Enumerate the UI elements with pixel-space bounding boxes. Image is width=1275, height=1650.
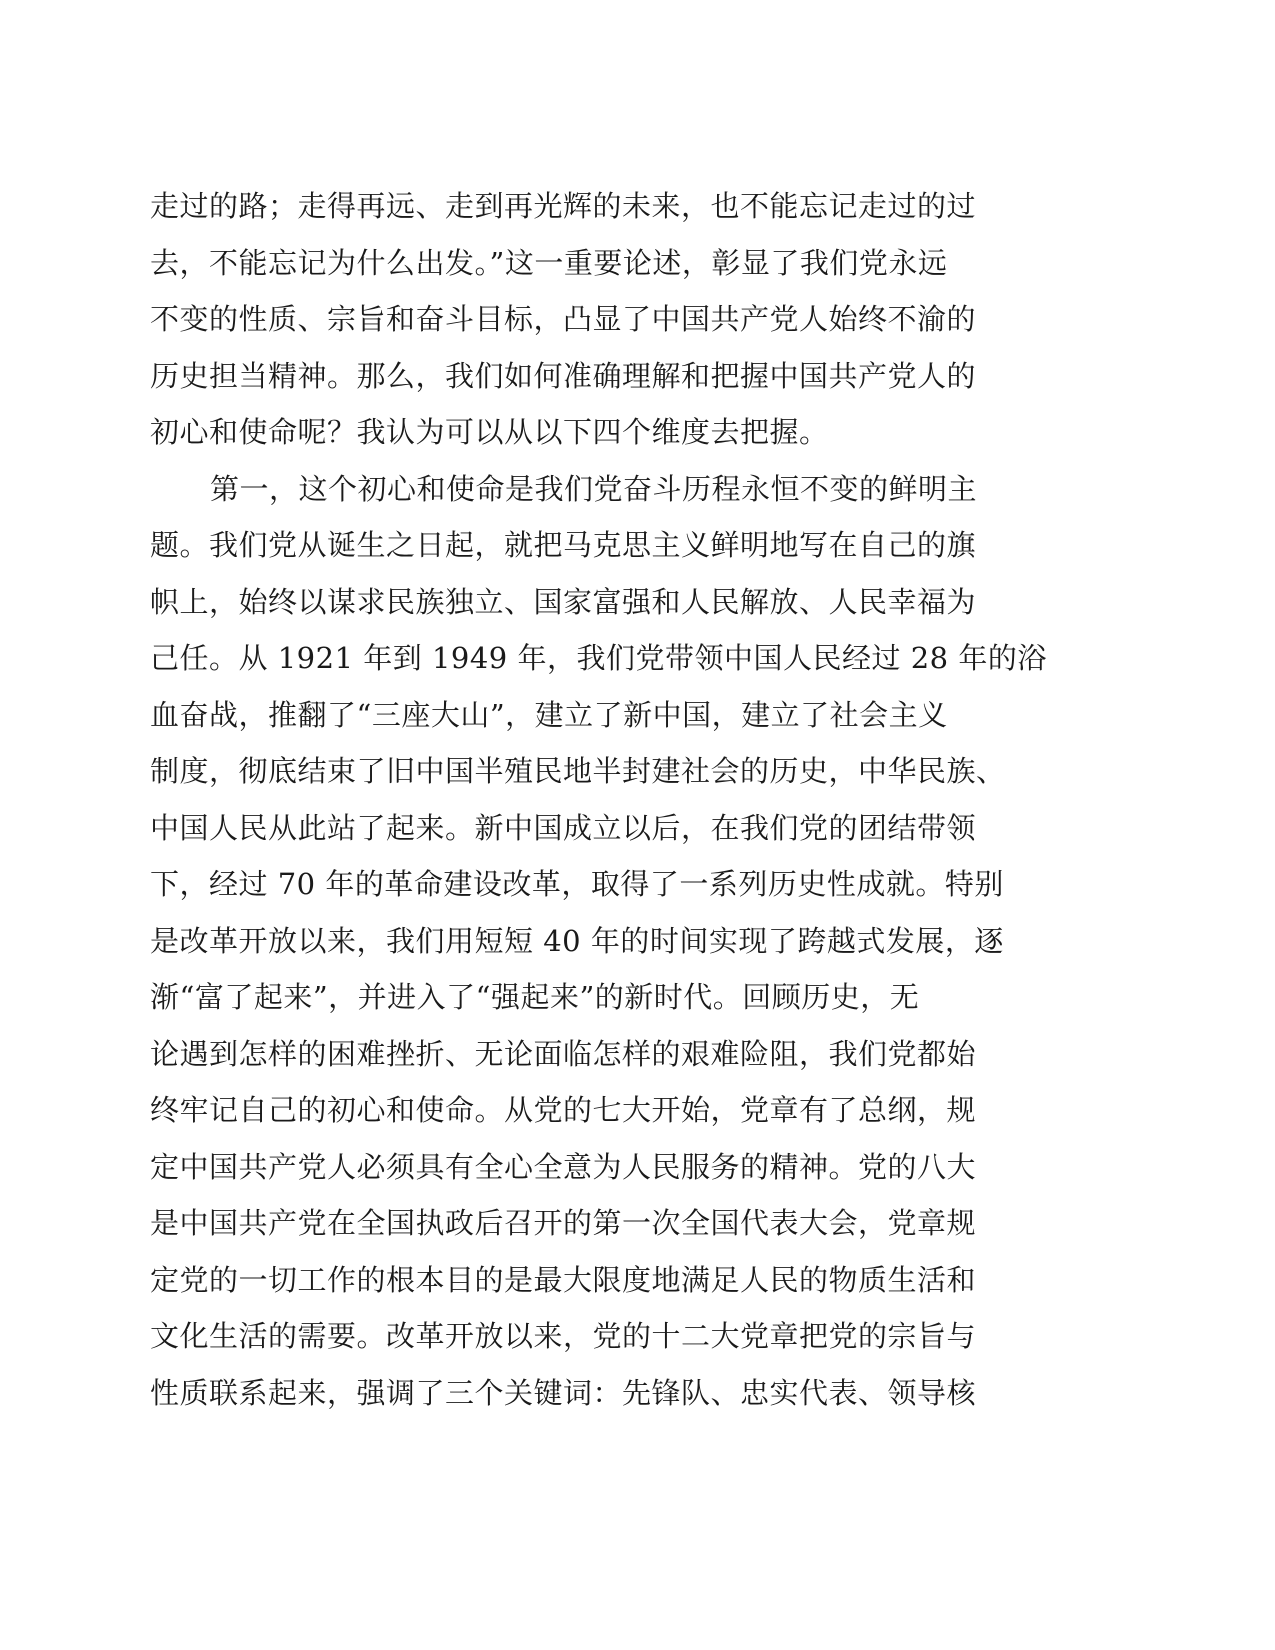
text-line: 文化生活的需要。改革开放以来，党的十二大党章把党的宗旨与 <box>150 1319 977 1353</box>
text-line: 是改革开放以来，我们用短短 40 年的时间实现了跨越式发展，逐 <box>150 923 1004 958</box>
text-line: 题。我们党从诞生之日起，就把马克思主义鲜明地写在自己的旗 <box>150 528 977 562</box>
text-line: 下，经过 70 年的革命建设改革，取得了一系列历史性成就。特别 <box>150 867 1004 901</box>
text-line: 历史担当精神。那么，我们如何准确理解和把握中国共产党人的 <box>150 358 977 393</box>
text-line: 中国人民从此站了起来。新中国成立以后，在我们党的团结带领 <box>150 810 977 845</box>
text-line: 是中国共产党在全国执政后召开的第一次全国代表大会，党章规 <box>150 1206 977 1240</box>
text-line: 论遇到怎样的困难挫折、无论面临怎样的艰难险阻，我们党都始 <box>150 1036 977 1071</box>
text-line: 性质联系起来，强调了三个关键词：先锋队、忠实代表、领导核 <box>150 1375 977 1410</box>
text-line: 走过的路；走得再远、走到再光辉的未来，也不能忘记走过的过 <box>150 189 977 223</box>
paragraph-first-line: 第一，这个初心和使命是我们党奋斗历程永恒不变的鲜明主 <box>210 471 978 506</box>
text-line: 终牢记自己的初心和使命。从党的七大开始，党章有了总纲，规 <box>150 1093 977 1127</box>
text-line: 己任。从 1921 年到 1949 年，我们党带领中国人民经过 28 年的浴 <box>150 641 1047 675</box>
body-text <box>150 178 1050 1421</box>
text-line: 定中国共产党人必须具有全心全意为人民服务的精神。党的八大 <box>150 1149 977 1184</box>
text-line: 血奋战，推翻了“三座大山”，建立了新中国，建立了社会主义 <box>150 697 948 732</box>
text-line: 定党的一切工作的根本目的是最大限度地满足人民的物质生活和 <box>150 1262 977 1297</box>
text-line: 制度，彻底结束了旧中国半殖民地半封建社会的历史，中华民族、 <box>150 754 1006 788</box>
text-line: 渐“富了起来”，并进入了“强起来”的新时代。回顾历史，无 <box>150 980 920 1014</box>
text-line: 去，不能忘记为什么出发。”这一重要论述，彰显了我们党永远 <box>150 245 948 280</box>
text-line: 帜上，始终以谋求民族独立、国家富强和人民解放、人民幸福为 <box>150 584 977 619</box>
text-line: 不变的性质、宗旨和奋斗目标，凸显了中国共产党人始终不渝的 <box>150 302 977 336</box>
text-line: 初心和使命呢？我认为可以从以下四个维度去把握。 <box>150 415 829 449</box>
